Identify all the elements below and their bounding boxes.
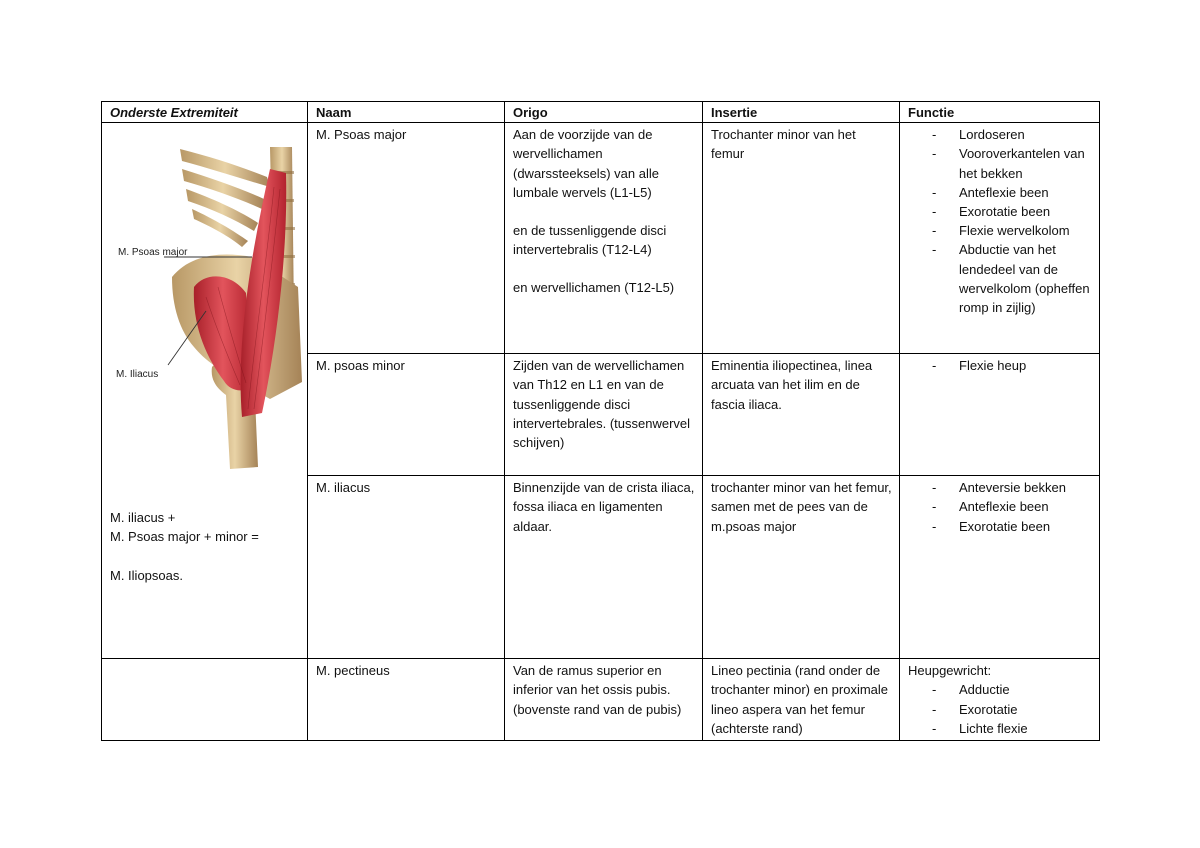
origo-text: Van de ramus superior en inferior van het ossis pubis. (bovenste rand van de pubis)	[513, 663, 682, 717]
insertie-cell	[703, 123, 900, 354]
functie-cell	[900, 476, 1100, 659]
functie-cell	[900, 354, 1100, 476]
origo-cell	[505, 659, 703, 741]
header-origo: Origo	[505, 102, 703, 123]
table-row	[102, 659, 1100, 741]
insertie-cell	[703, 476, 900, 659]
list-item: - Adductie	[908, 680, 1092, 699]
list-item: - Exorotatie been	[908, 202, 1092, 221]
insertie-text: Eminentia iliopectinea, linea arcuata van het ilim en de fascia iliaca.	[711, 358, 873, 412]
origo-text: Aan de voorzijde van de wervellichamen (dwarssteeksels) van alle lumbale wervels (L1-L5)	[513, 127, 659, 200]
list-item: - Vooroverkantelen van het bekken	[908, 144, 1092, 182]
functie-cell	[900, 123, 1100, 354]
formula-line: M. iliacus +	[110, 510, 176, 526]
list-item: - Lordoseren	[908, 125, 1092, 144]
naam-cell: M. pectineus	[308, 659, 505, 741]
figure-cell	[102, 123, 308, 659]
anatomy-illustration	[102, 137, 307, 477]
insertie-text: samen met de pees van de m.psoas major	[711, 499, 868, 534]
origo-cell	[505, 123, 703, 354]
functie-list	[908, 680, 1092, 738]
naam-cell: M. Psoas major	[308, 123, 505, 354]
functie-intro: Heupgewricht:	[908, 663, 992, 679]
list-item: - Flexie wervelkolom	[908, 221, 1092, 240]
iliopsoas-formula	[110, 508, 259, 585]
naam-cell: M. psoas minor	[308, 354, 505, 476]
list-item: - Abductie van het lendedeel van de wervelkolom (opheffen romp in zijlig)	[908, 240, 1092, 317]
functie-list	[908, 356, 1092, 375]
empty-cell	[102, 659, 308, 741]
insertie-text: trochanter minor van het femur,	[711, 480, 892, 496]
header-naam: Naam	[308, 102, 505, 123]
functie-list	[908, 478, 1092, 536]
list-item: - Anteflexie been	[908, 497, 1092, 516]
formula-line: M. Iliopsoas.	[110, 567, 183, 583]
label-psoas-major: M. Psoas major	[118, 247, 188, 259]
list-item: - Anteflexie been	[908, 183, 1092, 202]
list-item: - Exorotatie been	[908, 517, 1092, 536]
functie-list	[908, 125, 1092, 317]
origo-text: Binnenzijde van de crista iliaca, fossa iliaca en ligamenten aldaar.	[513, 480, 695, 534]
insertie-text: Lineo pectinia (rand onder de trochanter minor) en proximale lineo aspera van het femur (achterste rand)	[711, 663, 889, 736]
insertie-cell	[703, 354, 900, 476]
functie-cell	[900, 659, 1100, 741]
header-row	[102, 102, 1100, 123]
naam-cell: M. iliacus	[308, 476, 505, 659]
list-item: - Exorotatie	[908, 700, 1092, 719]
formula-line: M. Psoas major + minor =	[110, 529, 259, 545]
list-item: - Flexie heup	[908, 356, 1092, 375]
header-functie: Functie	[900, 102, 1100, 123]
header-insertie: Insertie	[703, 102, 900, 123]
origo-cell	[505, 354, 703, 476]
insertie-cell	[703, 659, 900, 741]
label-iliacus: M. Iliacus	[116, 369, 159, 381]
origo-text: Zijden van de wervellichamen van Th12 en L1 en van de tussenliggende disci intervertebrales. (tussenwervel schijven)	[513, 358, 691, 451]
list-item: - Anteversie bekken	[908, 478, 1092, 497]
origo-text: en wervellichamen (T12-L5)	[513, 280, 675, 296]
table-row	[102, 123, 1100, 354]
header-onderste-extremiteit: Onderste Extremiteit	[102, 102, 308, 123]
list-item: - Lichte flexie	[908, 719, 1092, 738]
muscle-table	[101, 101, 1100, 741]
origo-cell	[505, 476, 703, 659]
insertie-text: Trochanter minor van het femur	[711, 127, 856, 162]
origo-text: en de tussenliggende disci intervertebralis (T12-L4)	[513, 223, 667, 258]
